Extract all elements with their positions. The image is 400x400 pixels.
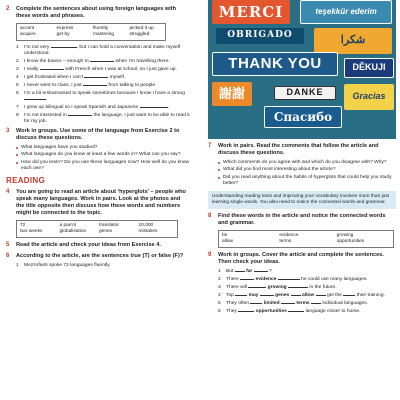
list-item: 3 There will growing in the future. [218, 284, 337, 290]
answer-blank[interactable] [278, 279, 300, 280]
exercise-3 [6, 128, 190, 142]
exercise-3-questions [16, 145, 190, 172]
list-item: 1 But far ? [218, 269, 272, 275]
section-heading: READING [6, 176, 45, 186]
answer-blank[interactable] [316, 295, 326, 296]
answer-blank[interactable] [84, 77, 108, 78]
answer-blank[interactable] [248, 287, 266, 288]
exercise-7 [208, 143, 396, 157]
word-box [218, 230, 394, 248]
list-item: 6 I’m a bit embarrassed to speak sometimes because I know I have a strong . [16, 90, 185, 102]
word-box [16, 220, 178, 238]
word-box-item: a parrot [59, 223, 77, 229]
answer-blank[interactable] [140, 107, 168, 108]
word-box-item: struggled [129, 31, 150, 37]
exercise-instruction: Work in groups. Cover the article and complete the sentences. Then check your ideas. [218, 252, 384, 266]
list-item: What languages do you know at least a few words in? What can you say? [16, 152, 190, 158]
exercise-number: 5 [6, 242, 10, 249]
word-box-item: growing [336, 233, 354, 239]
word-box-item: get by [56, 31, 70, 37]
exercise-instruction: Work in pairs. Read the comments that follow the article and discuss these questions. [218, 143, 379, 156]
list-item: 3 I really with French when I was at school, so I just gave up. [16, 66, 177, 72]
word-box-item: two weeks [20, 229, 43, 235]
banner-tile: DĚKUJI [344, 58, 394, 78]
list-item: Did you read anything about the habits of hyperglots that could help you study better? [218, 175, 396, 187]
answer-blank[interactable] [83, 85, 107, 86]
list-item: 6 They opportunities language closer to home. [218, 308, 361, 314]
word-box-item: accent [20, 25, 35, 31]
exercise-number: 2 [6, 6, 10, 12]
word-box-item: globalisation [59, 229, 87, 235]
answer-blank[interactable] [254, 271, 268, 272]
banner-tile: MERCI [212, 0, 290, 24]
answer-blank[interactable] [250, 303, 262, 304]
word-box-item: acquire [20, 31, 36, 37]
list-item: What languages have you studied? [16, 145, 190, 151]
word-box-item: picked it up [129, 25, 154, 31]
answer-blank[interactable] [281, 303, 295, 304]
word-box-item: 72 [20, 223, 26, 229]
exercise-7-questions [218, 160, 396, 187]
answer-blank[interactable] [51, 47, 77, 48]
exercise-instruction: Complete the sentences about using foreign languages with these words and phrases. [16, 6, 177, 19]
exercise-instruction: Find these words in the article and notice the connected words and grammar. [218, 213, 386, 227]
right-column [204, 0, 400, 317]
list-item: 4 Top may genes allow get the their training. [218, 292, 385, 298]
answer-blank[interactable] [235, 295, 247, 296]
exercise-number: 7 [208, 143, 212, 149]
list-item: 5 They often limited terms individual languages. [218, 300, 369, 306]
answer-blank[interactable] [311, 303, 321, 304]
banner-tile: Спасибо [264, 106, 342, 128]
banner-tile: teşekkür ederim [300, 0, 392, 24]
list-item: 4 I get frustrated when I can’t myself. [16, 74, 126, 80]
answer-blank[interactable] [238, 311, 254, 312]
word-box-item: terms [279, 239, 292, 245]
word-box-item: opportunities [336, 239, 365, 245]
exercise-9-items [218, 269, 396, 315]
word-box-item: allow [222, 239, 233, 245]
list-item: What did you find most interesting about the article? [218, 167, 396, 173]
list-item: 8 I’m not interested in the language, I just want to be able to read it for my job. [16, 112, 190, 124]
word-box-item: fluently [93, 25, 109, 31]
answer-blank[interactable] [24, 99, 46, 100]
word-box-item: 10,000 [138, 223, 154, 229]
exercise-2 [6, 6, 190, 20]
exercise-8 [208, 213, 396, 227]
word-box-item: far [222, 233, 228, 239]
word-box-item: mistakes [138, 229, 158, 235]
answer-blank[interactable] [235, 271, 245, 272]
exercise-instruction: According to the article, are the sentences true (T) or false (F)? [16, 252, 184, 259]
left-column [0, 0, 196, 271]
exercise-4 [6, 189, 190, 217]
exercise-instruction: Read the article and check your ideas from Exercise 4. [16, 242, 161, 249]
answer-blank[interactable] [288, 311, 304, 312]
answer-blank[interactable] [40, 69, 64, 70]
exercise-number: 6 [6, 252, 10, 259]
answer-blank[interactable] [291, 295, 301, 296]
exercise-number: 9 [208, 252, 212, 259]
word-box-item: express [56, 25, 74, 31]
list-item: 7 I grew up bilingual so I speak Spanish and Japanese . [16, 104, 169, 110]
exercise-6-items [16, 263, 190, 269]
banner-tile: 謝謝 [212, 82, 252, 106]
word-box-item: evidence [279, 233, 299, 239]
exercise-instruction: You are going to read an article about ‘hyperglots’ – people who speak many languages. Work in pairs. Look at the photos and the title opposite then discuss how these words and numbers might be connected to the topic. [16, 189, 186, 217]
exercise-number: 4 [6, 189, 10, 196]
banner-tile: OBRIGADO [216, 28, 304, 44]
exercise-6 [6, 253, 190, 261]
answer-blank[interactable] [90, 61, 114, 62]
exercise-number: 8 [208, 213, 212, 220]
thank-you-banner-image [208, 0, 396, 139]
banner-tile: شكرا [314, 28, 392, 54]
list-item: 1 Mezzofanti spoke 72 languages fluently. [16, 263, 111, 269]
exercise-number: 3 [6, 127, 10, 134]
word-box [16, 23, 166, 41]
banner-tile: Gracias [344, 84, 394, 110]
word-box-item: translator [99, 223, 119, 229]
answer-blank[interactable] [68, 115, 92, 116]
exercise-2-items [16, 45, 190, 125]
banner-tile: THANK YOU [212, 52, 338, 76]
list-item: 2 I know the basics – enough to when I’m travelling there. [16, 58, 170, 64]
banner-tile: DANKE [274, 86, 336, 100]
word-box-item: genes [99, 229, 113, 235]
list-item: 2 There evidence he could use many languages. [218, 277, 368, 283]
exercise-9 [208, 252, 396, 266]
answer-blank[interactable] [240, 279, 254, 280]
list-item: Which comments do you agree with and which do you disagree with? Why? [218, 160, 396, 166]
exercise-5 [6, 242, 190, 250]
answer-blank[interactable] [288, 287, 308, 288]
answer-blank[interactable] [343, 295, 355, 296]
tip-note: Understanding reading texts and improving your vocabulary involves more than just learning single words. You also need to notice the connected words and grammar. [208, 191, 396, 209]
exercise-instruction: Work in groups. Use some of the language from Exercise 2 to discuss these questions. [16, 127, 180, 141]
list-item: 1 I’m not very , but I can hold a conversation and make myself understood. [16, 44, 181, 57]
answer-blank[interactable] [260, 295, 274, 296]
list-item: 5 I never went to class, I just from talking to people. [16, 82, 157, 88]
list-item: How did you learn? Do you use these languages now? How well do you know each one? [16, 160, 190, 172]
word-box-item: mastering [93, 31, 115, 37]
